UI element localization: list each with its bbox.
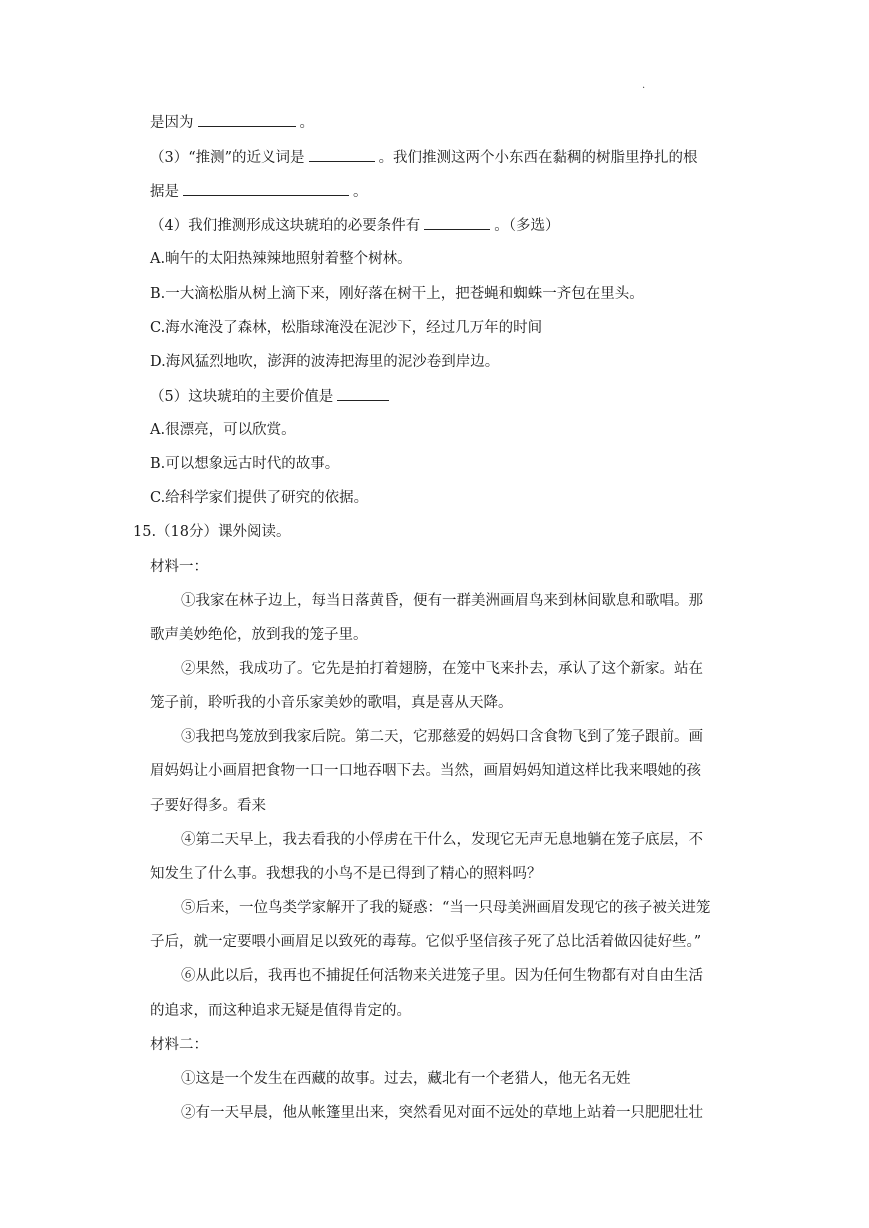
material1-line: 笼子前，聆听我的小音乐家美妙的歌唱，真是喜从天降。 [150, 695, 513, 711]
q14-part4-option-a: A.晌午的太阳热辣辣地照射着整个树林。 [150, 251, 412, 267]
material1-line: 歌声美妙绝伦，放到我的笼子里。 [150, 627, 368, 643]
q14-reason-text: 是因为 [150, 115, 194, 131]
material1-line: 眉妈妈让小画眉把食物一口一口地吞咽下去。当然，画眉妈妈知道这样比我来喂她的孩 [150, 763, 701, 779]
q14-part5-option-c: C.给科学家们提供了研究的依据。 [150, 490, 369, 506]
answer-blank[interactable] [424, 215, 490, 230]
answer-blank[interactable] [309, 147, 375, 162]
material2-line: ①这是一个发生在西藏的故事。过去，藏北有一个老猎人，他无名无姓 [181, 1071, 631, 1087]
material1-line: ⑤后来，一位鸟类学家解开了我的疑惑：“当一只母美洲画眉发现它的孩子被关进笼 [181, 900, 711, 916]
material1-line: ②果然，我成功了。它先是拍打着翅膀，在笼中飞来扑去，承认了这个新家。站在 [181, 661, 703, 677]
q14-part3-text-c: 据是 [150, 184, 179, 200]
q14-part4-question [150, 215, 559, 236]
q14-reason-end: 。 [299, 115, 314, 131]
answer-blank[interactable] [337, 386, 389, 401]
q14-part5-option-a: A.很漂亮，可以欣赏。 [150, 422, 296, 438]
material1-line: 知发生了什么事。我想我的小鸟不是已得到了精心的照料吗？ [150, 866, 542, 882]
q14-part4-option-b: B.一大滴松脂从树上滴下来，刚好落在树干上，把苍蝇和蜘蛛一齐包在里头。 [150, 286, 644, 302]
q14-part3-line2 [150, 181, 368, 202]
material2-line: ②有一天早晨，他从帐篷里出来，突然看见对面不远处的草地上站着一只肥肥壮壮 [181, 1105, 703, 1121]
answer-blank[interactable] [198, 112, 296, 127]
material2-label: 材料二： [150, 1037, 208, 1053]
q14-part3-text-d: 。 [353, 184, 368, 200]
material1-line: ⑥从此以后，我再也不捕捉任何活物来关进笼子里。因为任何生物都有对自由生活 [181, 968, 703, 984]
material1-label: 材料一： [150, 559, 208, 575]
material1-line: 的追求，而这种追求无疑是值得肯定的。 [150, 1003, 411, 1019]
q14-part3-text-a: （3）“推测”的近义词是 [150, 150, 305, 166]
material1-line: 子后，就一定要喂小画眉足以致死的毒莓。它似乎坚信孩子死了总比活着做囚徒好些。” [150, 934, 702, 950]
material1-line: ①我家在林子边上，每当日落黄昏，便有一群美洲画眉鸟来到林间歇息和歌唱。那 [181, 593, 703, 609]
q14-part5-text: （5）这块琥珀的主要价值是 [150, 389, 334, 405]
q14-part4-text-a: （4）我们推测形成这块琥珀的必要条件有 [150, 218, 421, 234]
q14-part3-line1 [150, 147, 698, 168]
q14-part5-question [150, 386, 393, 407]
material1-line: 子要好得多。看来 [150, 798, 266, 814]
q14-part4-option-c: C.海水淹没了森林，松脂球淹没在泥沙下，经过几万年的时间 [150, 320, 543, 336]
q14-line-reason [150, 112, 314, 133]
material1-line: ④第二天早上，我去看我的小俘虏在干什么，发现它无声无息地躺在笼子底层，不 [181, 832, 703, 848]
header-mark: . [642, 80, 646, 91]
q14-part3-text-b: 。我们推测这两个小东西在黏稠的树脂里挣扎的根 [378, 150, 698, 166]
answer-blank[interactable] [183, 181, 349, 196]
q14-part4-text-b: 。（多选） [494, 218, 560, 234]
q14-part4-option-d: D.海风猛烈地吹，澎湃的波涛把海里的泥沙卷到岸边。 [150, 354, 500, 370]
q15-title: 15.（18分）课外阅读。 [133, 524, 291, 540]
material1-line: ③我把鸟笼放到我家后院。第二天，它那慈爱的妈妈口含食物飞到了笼子跟前。画 [181, 729, 703, 745]
q14-part5-option-b: B.可以想象远古时代的故事。 [150, 456, 340, 472]
